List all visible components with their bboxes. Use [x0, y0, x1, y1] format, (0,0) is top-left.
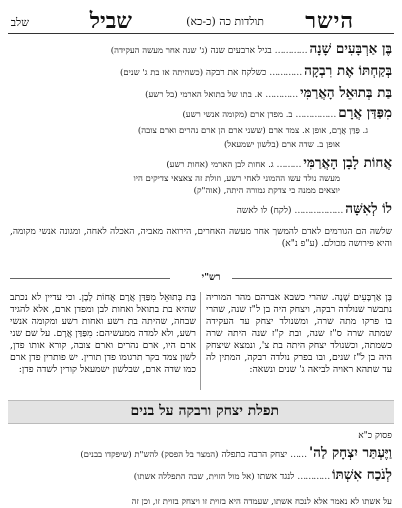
leader-dots: ………… [274, 46, 307, 56]
page-header [8, 6, 394, 36]
header-brand-left: שביל [89, 8, 132, 34]
glossary-term: אֲחוֹת לָבָן הָאֲרַמִּי [303, 155, 392, 171]
glossary-note: ג. פַּדַּן אֲרָם, אופן א. צמד ארם (ששני ארם הן ארם נהרים וארם צובה) [137, 126, 368, 136]
summary-paragraph: שלשה הם הגורמים לאדם להמשך אחר מעשה האחרים, הירואה מאביה, האכלה לאחה, ומגונה אנשי מקומה, והיא פירושה מכולם. (ע"פ נ"א) [10, 227, 392, 249]
glossary-note: מעשה נולד עשו ההמוני לאחי רשע, וזולת זה צאצאי צדיקים היו [133, 174, 340, 184]
glossary-line [10, 202, 392, 218]
glossary-line [10, 446, 392, 462]
rashi-divider [10, 272, 392, 284]
header-parsha: תולדות כה (כ-כא) [186, 15, 264, 28]
glossary-line [10, 86, 392, 102]
glossary-term: בַּת בְּתוּאֵל הָאֲרַמִּי [300, 85, 392, 101]
glossary-term: לוֹ לְאִשָּׁה [345, 201, 392, 217]
pasuk-label: פסוק כ"א [358, 431, 392, 441]
leader-dots: ……… [276, 160, 301, 170]
glossary-note: אופן ב. שדה ארם (בלשון ישמעאל) [223, 140, 340, 150]
glossary-note: יוצאים ממנה כי צדקת גמורה היתה, (אוה"ק) [193, 186, 340, 196]
glossary-line [10, 468, 392, 484]
glossary-note: (כשהיתה אז בת ג' שנים) [120, 68, 204, 78]
glossary-line [10, 124, 368, 138]
glossary-line [10, 42, 392, 58]
glossary-term: מִפַּדַּן אֲרָם [338, 105, 392, 121]
section-title: תפלת יצחק ורבקה על בנים [130, 403, 279, 419]
glossary-term: בְּקַחְתּוֹ אֶת רִבְקָה [304, 63, 392, 79]
divider-line [10, 278, 170, 279]
glossary-term: וַיֶּעְתַּר יִצְחָק לַה' [309, 445, 392, 461]
rashi-column-right: בֶּן אַרְבָּעִים שָׁנָה. שהרי כשבא אברהם מהר המוריה נתבשר שנולדה רבקה, ויצחק היה בן ל"ז שנה, שהרי בו פרקו מתה שרה, ומשנולד יצחק עד העקידה שמתה שרה ס"ז שנה, ובת ק"ז שנה היתה שרה כשמתה, וכשנולד יצחק היתה בת צ', ונמצא שיצחק היה בן ל"ז שנים, ובו בפרק נולדה רבקה, המתין לה עד שתהא ראויה לביאה ג' שנים ונשאה: [206, 292, 392, 375]
glossary-note: ב. מפדן ארם (מקומה אנשי רשע) [182, 110, 293, 120]
footer-text: על אשתו לא נאמר אלא לנכח אשתו, שעמדה היא בזוית זו ויצחק בזוית זו, וכן זה [131, 497, 392, 507]
header-rule [8, 33, 394, 34]
section-band [8, 400, 394, 424]
glossary-note: א. בתו של בתואל הארמי (בל רשע) [145, 90, 263, 100]
glossary-line [10, 106, 392, 122]
header-kind: שלב [10, 16, 29, 29]
leader-dots: …………… [295, 110, 336, 120]
glossary-note: (המצר בל הפסק) להש"ת (שיפקדו בבנים) [80, 450, 219, 460]
divider-line [232, 278, 392, 279]
leader-dots: …… [290, 450, 307, 460]
glossary-note: (אל מול הזוית, שבה התפללה אשתו) [133, 472, 255, 482]
glossary-line [10, 138, 340, 152]
glossary-meaning: כשלקח את רבקה [205, 68, 267, 78]
rashi-label: רש"י [201, 272, 221, 283]
glossary-line [10, 64, 392, 80]
glossary-meaning: (לקח) לו לאשה [236, 206, 292, 216]
leader-dots: ……………… [294, 206, 343, 216]
leader-dots: ………… [297, 472, 330, 482]
glossary-line [10, 156, 392, 172]
column-rule [200, 292, 201, 390]
rashi-column-left: בַּת בְּתוּאֵל מִפַּדַּן אֲרָם אֲחוֹת לָבָן. וכי עדיין לא נכתב שהיא בת בתואל ואחות לבן ומפדן ארם, אלא להגיד שבחה, שהיתה בת רשע ואחות רשע ומקומה אנשי רשע, ולא למדה ממעשיהם: מִפַּדַּן אֲרָם. על שם שני ארם היו, ארם נהרים וארם צובה, קורא אותו פדן, לשון צמד בקר תרגומו פדן תורין. יש פותרין פדן ארם כמו שדה ארם, שבלשון ישמעאל קורין לשדה פדן: [10, 292, 196, 375]
glossary-meaning: יצחק הרבה בתפלה [221, 450, 288, 460]
glossary-note: (ג' שנה אחר מעשה העקידה) [110, 46, 208, 56]
leader-dots: ………… [269, 68, 302, 78]
leader-dots: ………… [265, 90, 298, 100]
glossary-note: ג. אחות לבן הארמי (אחות רשע) [166, 160, 274, 170]
glossary-term: לְנֹכַח אִשְׁתּוֹ [332, 467, 392, 483]
glossary-meaning: בגיל ארבעים שנה [210, 46, 272, 56]
glossary-meaning: לנגד אשתו [257, 472, 295, 482]
header-brand-right: הישר [305, 8, 354, 34]
glossary-term: בֶּן אַרְבָּעִים שָׁנָה [309, 41, 392, 57]
glossary-line [10, 184, 340, 198]
